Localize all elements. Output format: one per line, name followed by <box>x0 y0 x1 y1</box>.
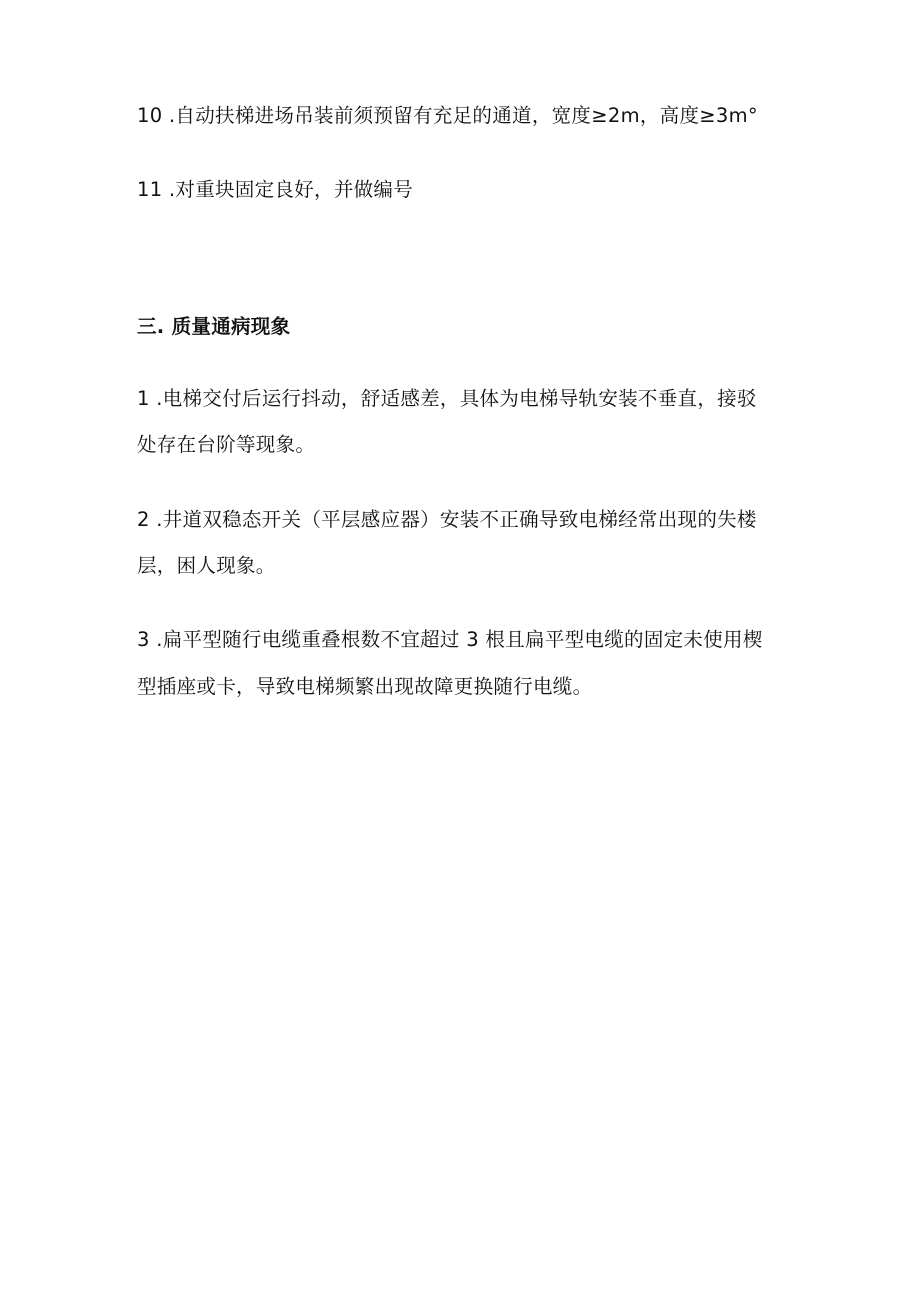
item-text: .井道双稳态开关（平层感应器）安装不正确导致电梯经常出现的失楼 <box>149 508 757 531</box>
list-item-3-line2: 型插座或卡，导致电梯频繁出现故障更换随行电缆。 <box>137 675 593 698</box>
section-heading: 三. 质量通病现象 <box>137 315 291 338</box>
list-item-10 <box>137 102 758 130</box>
list-item-1-line2: 处存在台阶等现象。 <box>137 433 316 456</box>
item-text: .扁平型随行电缆重叠根数不宜超过 3 根且扁平型电缆的固定未使用楔 <box>149 628 763 651</box>
item-number: 1 <box>137 387 150 410</box>
list-item-2-line1 <box>137 506 757 534</box>
item-number: 2 <box>137 508 150 531</box>
item-number: 3 <box>137 628 150 651</box>
item-text: .电梯交付后运行抖动，舒适感差，具体为电梯导轨安装不垂直，接驳 <box>149 387 757 410</box>
item-text: .对重块固定良好，并做编号 <box>162 178 414 201</box>
list-item-2-line2: 层，困人现象。 <box>137 554 276 577</box>
list-item-11 <box>137 176 413 204</box>
list-item-1-line1 <box>137 385 757 413</box>
list-item-3-line1 <box>137 626 763 654</box>
item-number: 10 <box>137 104 163 127</box>
item-text: .自动扶梯进场吊装前须预留有充足的通道，宽度≥2m，高度≥3m° <box>162 104 758 127</box>
item-number: 11 <box>137 178 163 201</box>
